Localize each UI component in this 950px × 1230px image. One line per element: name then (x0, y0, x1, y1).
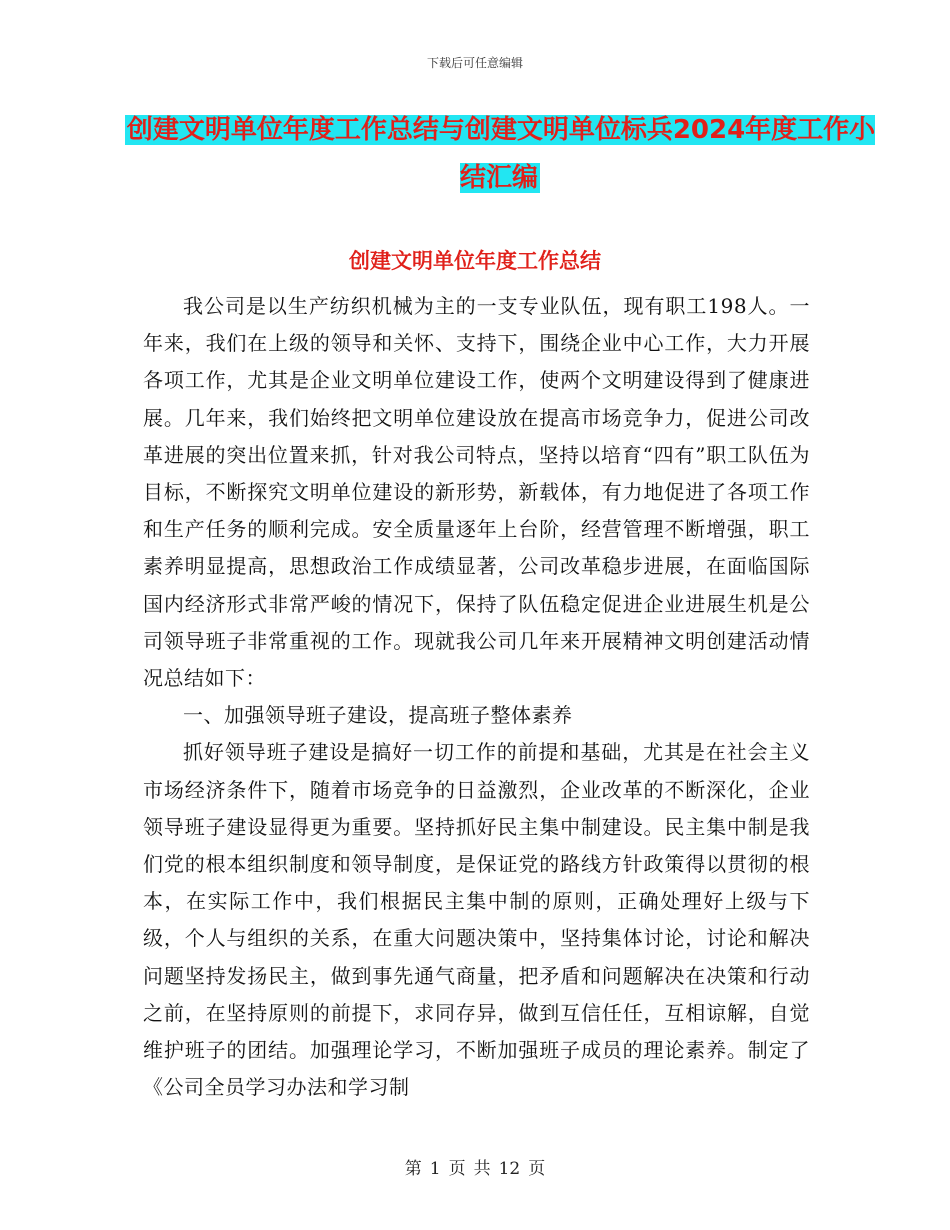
document-title-text: 创建文明单位年度工作总结与创建文明单位标兵2024年度工作小结汇编 (126, 115, 876, 193)
document-title (120, 106, 880, 202)
footer-total-label: 共 (473, 1159, 491, 1179)
footer-total-pages: 12 (498, 1159, 521, 1179)
footer-page-label: 第 (404, 1159, 422, 1179)
header-note: 下载后可任意编辑 (426, 56, 523, 70)
document-body (143, 288, 810, 1106)
footer-page-unit: 页 (448, 1159, 466, 1179)
paragraph-heading-1: 一、加强领导班子建设，提高班子整体素养 (183, 703, 573, 728)
footer-current-page: 1 (429, 1159, 441, 1179)
footer-page-unit-2: 页 (528, 1159, 546, 1179)
page-footer (0, 1154, 950, 1179)
paragraph-leadership: 抓好领导班子建设是搞好一切工作的前提和基础，尤其是在社会主义市场经济条件下，随着市场竞争的日益激烈，企业改革的不断深化，企业领导班子建设显得更为重要。坚持抓好民主集中制建设。民主集中制是我们党的根本组织制度和领导制度，是保证党的路线方针政策得以贯彻的根本，在实际工作中，我们根据民主集中制的原则，正确处理好上级与下级，个人与组织的关系，在重大问题决策中，坚持集体讨论，讨论和解决问题坚持发扬民主，做到事先通气商量，把矛盾和问题解决在决策和行动之前，在坚持原则的前提下，求同存异，做到互信任任，互相谅解，自觉维护班子的团结。加强理论学习，不断加强班子成员的理论素养。制定了《公司全员学习办法和学习制 (143, 740, 810, 1100)
paragraph-intro: 我公司是以生产纺织机械为主的一支专业队伍，现有职工198人。一年来，我们在上级的领导和关怀、支持下，围绕企业中心工作，大力开展各项工作，尤其是企业文明单位建设工作，使两个文明建设得到了健康进展。几年来，我们始终把文明单位建设放在提高市场竞争力，促进公司改革进展的突出位置来抓，针对我公司特点，坚持以培育“四有”职工队伍为目标，不断探究文明单位建设的新形势，新载体，有力地促进了各项工作和生产任务的顺利完成。安全质量逐年上台阶，经营管理不断增强，职工素养明显提高，思想政治工作成绩显著，公司改革稳步进展，在面临国际国内经济形式非常严峻的情况下，保持了队伍稳定促进企业进展生机是公司领导班子非常重视的工作。现就我公司几年来开展精神文明创建活动情况总结如下： (143, 294, 810, 691)
section-title: 创建文明单位年度工作总结 (349, 249, 601, 273)
